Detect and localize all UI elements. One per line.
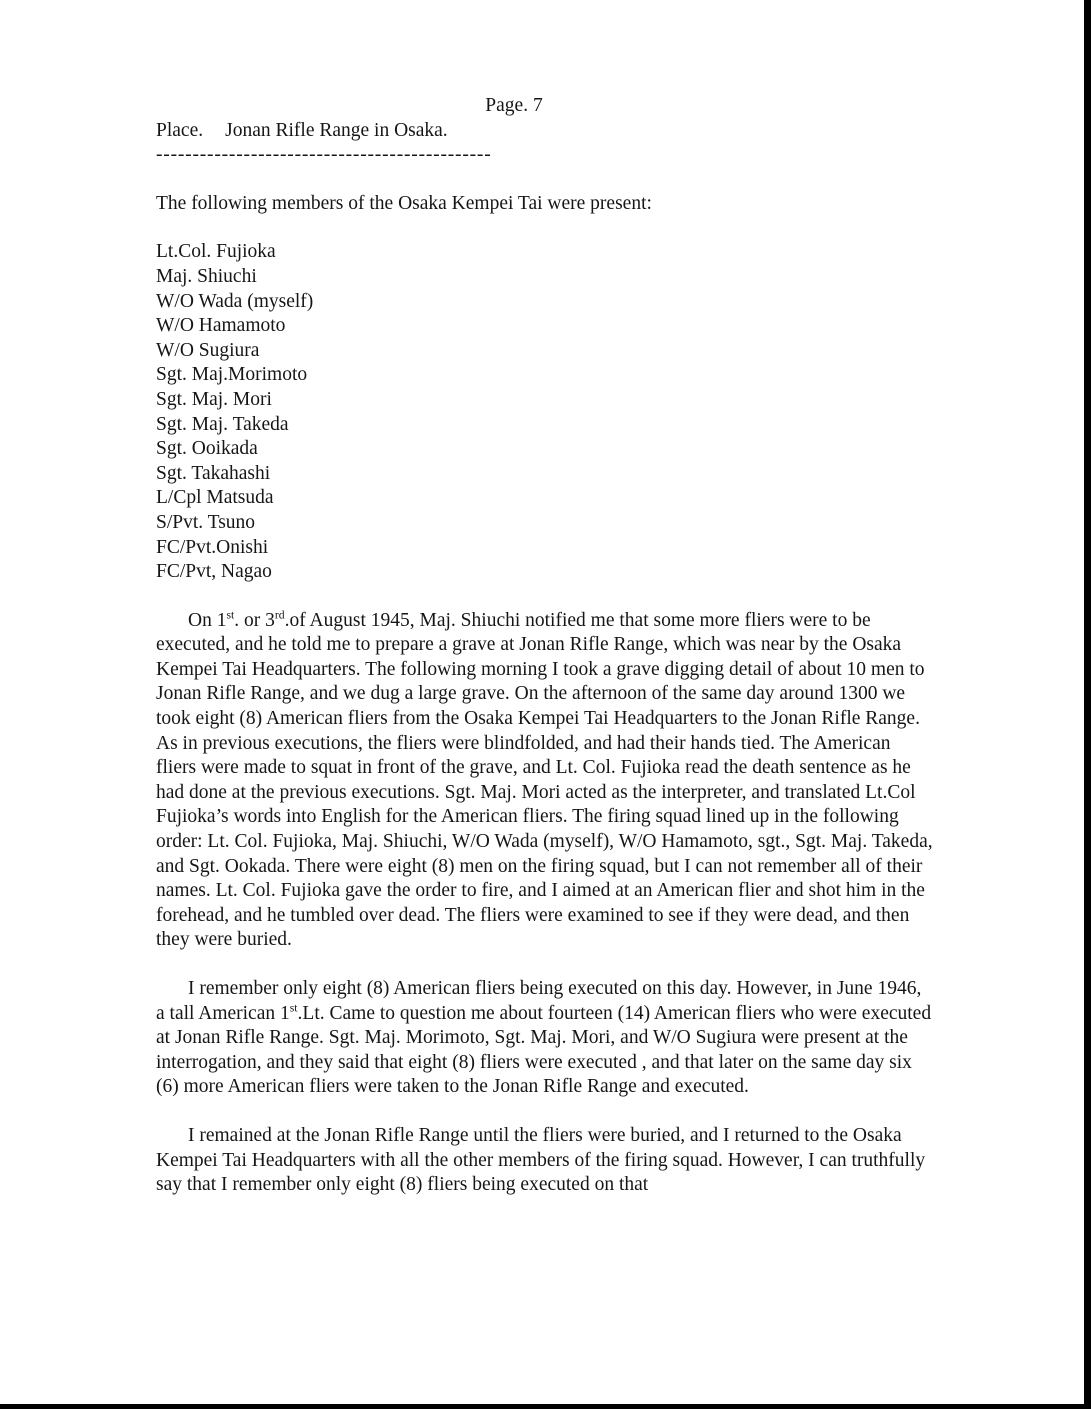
statement-paragraph: I remember only eight (8) American fliers being executed on this day. However, in June 1946, a tall American 1st.Lt. Came to question me about fourteen (14) American fliers who were executed at Jonan Rifle Range. Sgt. Maj. Morimoto, Sgt. Maj. Mori, and W/O Sugiura were present at the interrogation, and they said that eight (8) fliers were executed , and that later on the same day six (6) more American fliers were taken to the Jonan Rifle Range and executed. [156, 978, 932, 1098]
place-value: Jonan Rifle Range in Osaka. [225, 119, 448, 141]
member-item: FC/Pvt, Nagao [156, 561, 272, 583]
member-item: W/O Wada (myself) [156, 290, 314, 312]
member-item: Sgt. Maj.Morimoto [156, 364, 308, 386]
member-item: W/O Hamamoto [156, 315, 286, 337]
ordinal-superscript: rd [274, 608, 285, 622]
statement-paragraphs [156, 609, 934, 1198]
member-item: Maj. Shiuchi [156, 265, 257, 287]
member-item: Lt.Col. Fujioka [156, 241, 276, 263]
member-item: FC/Pvt.Onishi [156, 536, 269, 558]
statement-paragraph: On 1st. or 3rd.of August 1945, Maj. Shiuchi notified me that some more fliers were to be executed, and he told me to prepare a grave at Jonan Rifle Range, which was near by the Osaka Kempei Tai Headquarters. The following morning I took a grave digging detail of about 10 men to Jonan Rifle Range, and we dug a large grave. On the afternoon of the same day around 1300 we took eight (8) American fliers from the Osaka Kempei Tai Headquarters to the Jonan Rifle Range. As in previous executions, the fliers were blindfolded, and had their hands tied. The American fliers were made to squat in front of the grave, and Lt. Col. Fujioka read the death sentence as he had done at the previous executions. Sgt. Maj. Mori acted as the interpreter, and translated Lt.Col Fujioka’s words into English for the American fliers. The firing squad lined up in the following order: Lt. Col. Fujioka, Maj. Shiuchi, W/O Wada (myself), W/O Hamamoto, sgt., Sgt. Maj. Takeda, and Sgt. Ookada. There were eight (8) men on the firing squad, but I can not remember all of their names. Lt. Col. Fujioka gave the order to fire, and I aimed at an American flier and shot him in the forehead, and he tumbled over dead. The fliers were examined to see if they were dead, and then they were buried. [156, 608, 933, 951]
place-line [156, 119, 934, 144]
page-number: Page. 7 [485, 95, 543, 116]
statement-paragraph: I remained at the Jonan Rifle Range until the fliers were buried, and I returned to the Osaka Kempei Tai Headquarters with all the other members of the firing squad. However, I can truthfully say that I remember only eight (8) fliers being executed on that [156, 1124, 926, 1196]
page-content [156, 0, 934, 1198]
member-item: Sgt. Maj. Mori [156, 388, 272, 410]
scan-edge-bottom [0, 1404, 1091, 1409]
place-label: Place. [156, 119, 204, 141]
ordinal-superscript: st [226, 608, 235, 622]
members-list [156, 240, 934, 584]
member-item: L/Cpl Matsuda [156, 487, 274, 509]
scan-edge-right [1084, 0, 1091, 1409]
dashed-divider: ---------------------------------------------- [156, 144, 492, 166]
member-item: Sgt. Maj. Takeda [156, 413, 289, 435]
member-item: W/O Sugiura [156, 339, 260, 361]
member-item: Sgt. Ooikada [156, 438, 258, 460]
intro-line: The following members of the Osaka Kempei Tai were present: [156, 192, 652, 214]
ordinal-superscript: st [289, 1001, 298, 1015]
member-item: Sgt. Takahashi [156, 462, 271, 484]
member-item: S/Pvt. Tsuno [156, 511, 256, 533]
